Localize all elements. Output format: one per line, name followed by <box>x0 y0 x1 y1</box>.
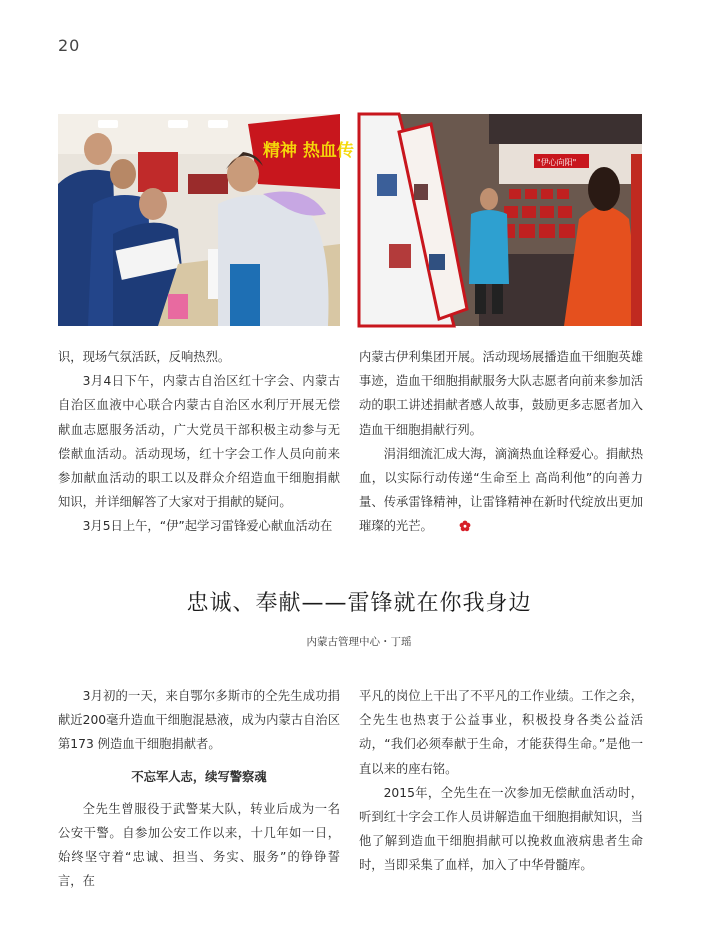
banner-text-right: "伊心向阳" <box>537 158 577 167</box>
paragraph: 识，现场气氛活跃，反响热烈。 <box>58 350 231 364</box>
paragraph: 平凡的岗位上干出了不平凡的工作业绩。工作之余，仝先生也热衷于公益事业，积极投身各类公益活动，“我们必须奉献于生命，才能获得生命。”是他一直以来的座右铭。 <box>359 689 643 776</box>
article-left-column <box>58 684 340 894</box>
paragraph <box>359 442 643 541</box>
paragraph: 2015年，仝先生在一次参加无偿献血活动时，听到红十字会工作人员讲解造血干细胞捐献知识，当他了解到造血干细胞捐献可以挽救血液病患者生命时，当即采集了血样，加入了中华骨髓库。 <box>359 785 643 873</box>
paragraph: 内蒙古伊利集团开展。活动现场展播造血干细胞英雄事迹，造血干细胞捐献服务大队志愿者向前来参加活动的职工讲述捐献者感人故事，鼓励更多志愿者加入造血干细胞捐献行列。 <box>359 350 643 437</box>
paragraph: 仝先生曾服役于武警某大队，转业后成为一名公安干警。自参加公安工作以来，十几年如一日，始终坚守着“忠诚、担当、务实、服务”的铮铮誓言，在 <box>58 801 340 889</box>
paragraph: 3月初的一天，来自鄂尔多斯市的仝先生成功捐献近200毫升造血干细胞混悬液，成为内蒙古自治区第173 例造血干细胞捐献者。 <box>58 689 340 752</box>
article-right-column <box>359 684 643 878</box>
top-article-right-column <box>359 345 643 541</box>
photo-exhibition-boards <box>359 114 642 326</box>
article-title: 忠诚、奉献——雷锋就在你我身边 <box>186 591 532 616</box>
section-subheading: 不忘军人志，续写警察魂 <box>131 769 267 784</box>
banner-text: 精神 热血传 <box>263 141 354 161</box>
page-number: 20 <box>58 36 81 55</box>
paragraph: 3月5日上午，“伊”起学习雷锋爱心献血活动在 <box>82 519 333 534</box>
photo-blood-donation-registration <box>58 114 354 326</box>
red-flower-icon <box>435 516 472 540</box>
article-byline: 内蒙古管理中心・丁瑶 <box>306 636 412 648</box>
paragraph-text: 涓涓细流汇成大海，滴滴热血诠释爱心。捐献热血，以实际行动传递“生命至上 高尚利他”的向善力量、传承雷锋精神，让雷锋精神在新时代绽放出更加璀璨的光芒。 <box>359 446 643 534</box>
top-article-left-column <box>58 345 340 539</box>
paragraph: 3月4日下午，内蒙古自治区红十字会、内蒙古自治区血液中心联合内蒙古自治区水利厅开展无偿献血志愿服务活动，广大党员干部积极主动参与无偿献血活动。活动现场，红十字会工作人员向前来参加献血活动的职工以及群众介绍造血干细胞捐献知识，并详细解答了大家对于捐献的疑问。 <box>58 374 340 510</box>
